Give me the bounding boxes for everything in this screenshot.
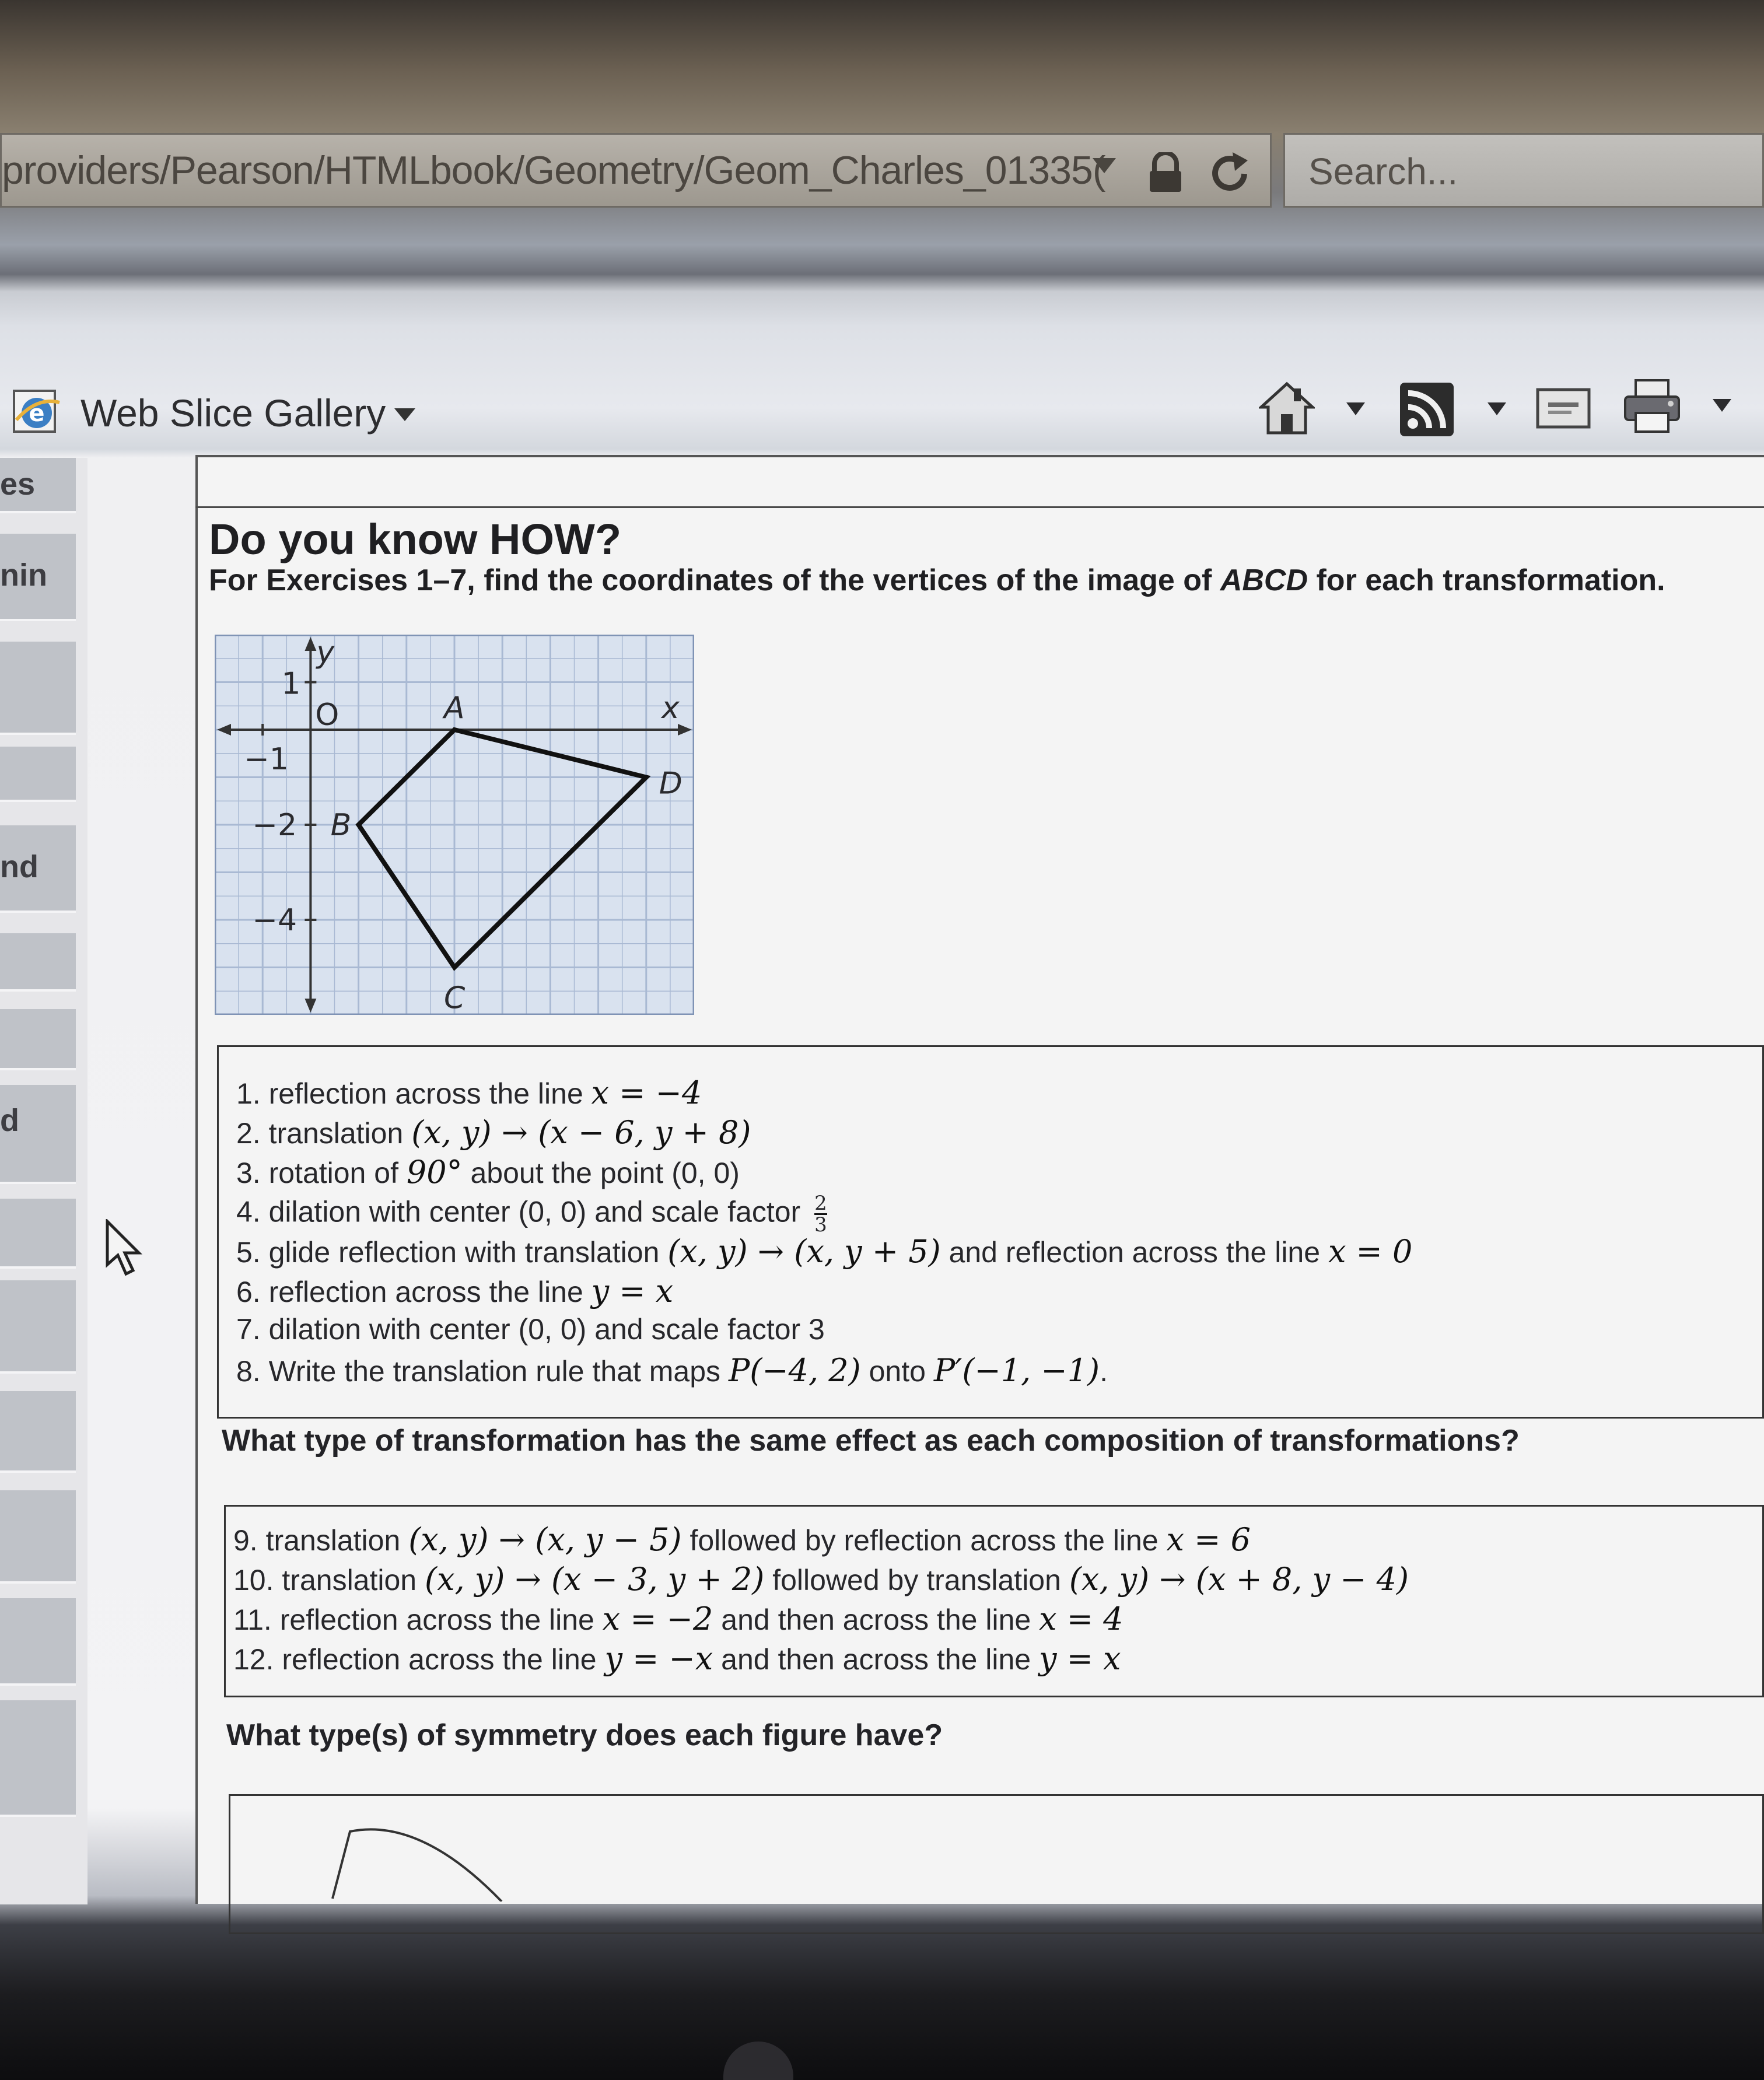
exercise-text: Write the translation rule that maps <box>268 1355 729 1388</box>
exercise-text2: about the point (0, 0) <box>462 1157 740 1189</box>
internet-explorer-icon[interactable] <box>10 385 63 437</box>
sidebar-item-14[interactable] <box>0 1700 76 1817</box>
exercise-math2: y = x <box>1038 1640 1121 1677</box>
exercise-math: (x, y) → (x, y + 5) <box>667 1233 941 1270</box>
mouse-cursor-icon <box>105 1219 146 1277</box>
exercise-text: glide reflection with translation <box>268 1236 668 1269</box>
exercise-math: y = −x <box>604 1640 713 1677</box>
exercise-num: 9. <box>233 1524 266 1557</box>
vertex-label-d: D <box>659 766 682 801</box>
exercise-item <box>236 1193 827 1235</box>
vertex-label-b: B <box>330 808 352 843</box>
composition-heading: What type of transformation has the same effect as each composition of transformations? <box>222 1424 1520 1458</box>
vertex-label-c: C <box>444 981 466 1015</box>
refresh-icon[interactable] <box>1203 148 1256 200</box>
sidebar-item-1[interactable]: es <box>0 458 76 513</box>
exercise-text2: onto <box>860 1355 934 1388</box>
y-axis-label: y <box>316 635 335 670</box>
content-divider <box>195 506 1764 508</box>
fraction-denominator: 3 <box>814 1213 827 1237</box>
address-url[interactable]: providers/Pearson/HTMLbook/Geometry/Geom_Charles_01335( <box>2 148 1105 192</box>
exercise-math: y = x <box>591 1273 674 1309</box>
exercise-math: 90° <box>406 1154 463 1190</box>
exercise-num: 4. <box>236 1195 269 1228</box>
sidebar-item-10[interactable] <box>0 1280 76 1374</box>
web-slice-gallery-dropdown-icon[interactable] <box>394 408 415 421</box>
exercise-text2: and then across the line <box>713 1643 1039 1676</box>
exercise-num: 7. <box>236 1313 269 1346</box>
search-box[interactable] <box>1283 133 1764 208</box>
x-axis-arrow-left <box>217 724 231 736</box>
exercise-text: reflection across the line <box>268 1276 592 1308</box>
hp-logo-icon <box>723 2042 793 2080</box>
exercise-num: 6. <box>236 1276 269 1308</box>
fraction-numerator: 2 <box>814 1192 827 1215</box>
exercise-item <box>233 1640 1121 1677</box>
exercise-item <box>236 1114 751 1151</box>
exercise-math: (x, y) → (x − 6, y + 8) <box>411 1114 751 1151</box>
exercise-item <box>233 1561 1409 1598</box>
address-dropdown-icon[interactable] <box>1093 158 1116 173</box>
exercise-num: 11. <box>233 1603 280 1636</box>
sidebar <box>0 458 88 1904</box>
exercise-math2: x = 4 <box>1039 1601 1124 1637</box>
exercise-math2: (x, y) → (x + 8, y − 4) <box>1069 1561 1409 1598</box>
fraction <box>814 1193 827 1235</box>
exercise-text2: and then across the line <box>713 1603 1040 1636</box>
sidebar-item-8[interactable]: d <box>0 1085 76 1184</box>
lock-icon[interactable] <box>1146 152 1185 193</box>
exercise-item <box>233 1521 1251 1558</box>
sidebar-item-6[interactable] <box>0 933 76 992</box>
home-dropdown-icon[interactable] <box>1346 402 1365 415</box>
exercise-text: reflection across the line <box>279 1603 603 1636</box>
sidebar-item-7[interactable] <box>0 1009 76 1070</box>
y-axis-arrow-down <box>304 999 316 1013</box>
exercise-text: rotation of <box>268 1157 407 1189</box>
read-mail-icon[interactable] <box>1535 385 1591 432</box>
tick-label: −2 <box>252 808 298 843</box>
sidebar-item-9[interactable] <box>0 1199 76 1269</box>
coordinate-graph <box>215 635 694 1015</box>
sidebar-item-2[interactable]: nin <box>0 534 76 621</box>
sidebar-item-4[interactable] <box>0 747 76 802</box>
sidebar-item-5[interactable]: nd <box>0 825 76 913</box>
exercise-item <box>236 1154 740 1190</box>
tick-label: −1 <box>244 742 289 777</box>
origin-label: O <box>315 698 340 733</box>
search-input[interactable]: Search... <box>1308 150 1458 192</box>
exercise-text: reflection across the line <box>282 1643 605 1676</box>
exercise-item <box>236 1233 1412 1270</box>
sidebar-item-11[interactable] <box>0 1391 76 1473</box>
rss-feed-icon[interactable] <box>1399 381 1455 437</box>
svg-text:e: e <box>29 400 45 427</box>
section-instructions: For Exercises 1–7, find the coordinates of the vertices of the image of ABCD for each transformation. <box>209 563 1665 597</box>
exercise-text2: followed by reflection across the line <box>681 1524 1167 1557</box>
y-axis-arrow-up <box>304 637 316 651</box>
exercise-num: 12. <box>233 1643 282 1676</box>
exercise-item <box>236 1273 673 1309</box>
rss-feed-dropdown-icon[interactable] <box>1488 402 1506 415</box>
exercise-text3: . <box>1100 1355 1108 1388</box>
exercise-item <box>233 1601 1123 1637</box>
exercise-math: (x, y) → (x − 3, y + 2) <box>425 1561 765 1598</box>
exercise-item <box>236 1312 825 1346</box>
exercise-math2: x = 6 <box>1166 1521 1251 1558</box>
print-dropdown-icon[interactable] <box>1713 399 1731 412</box>
print-icon[interactable] <box>1623 377 1681 435</box>
sidebar-item-13[interactable] <box>0 1598 76 1686</box>
address-bar[interactable] <box>0 133 1272 208</box>
tick-label: −4 <box>252 903 298 938</box>
tick-label: 1 <box>281 666 301 702</box>
section-heading: Do you know HOW? <box>209 515 622 563</box>
exercise-num: 10. <box>233 1564 282 1596</box>
web-slice-gallery-link[interactable]: Web Slice Gallery <box>80 391 386 435</box>
exercise-num: 2. <box>236 1117 269 1150</box>
exercise-text: reflection across the line <box>268 1077 592 1110</box>
home-icon[interactable] <box>1259 380 1315 436</box>
exercise-math2: P′(−1, −1) <box>933 1352 1100 1389</box>
exercise-text: dilation with center (0, 0) and scale factor <box>268 1195 809 1228</box>
exercise-text: translation <box>265 1524 409 1557</box>
exercise-math: x = −4 <box>591 1074 702 1111</box>
exercise-math: P(−4, 2) <box>728 1352 861 1389</box>
exercise-text: translation <box>268 1117 412 1150</box>
sidebar-item-3[interactable] <box>0 642 76 735</box>
exercise-num: 5. <box>236 1236 269 1269</box>
x-axis-label: x <box>662 691 680 726</box>
exercise-item <box>236 1352 1108 1389</box>
x-axis-arrow-right <box>678 724 692 736</box>
exercise-num: 3. <box>236 1157 269 1189</box>
sidebar-item-12[interactable] <box>0 1490 76 1584</box>
exercise-math: x = −2 <box>602 1601 713 1637</box>
exercise-math2: x = 0 <box>1328 1233 1413 1270</box>
exercise-item <box>236 1074 702 1111</box>
exercise-text: dilation with center (0, 0) and scale factor 3 <box>268 1313 825 1346</box>
exercise-text: translation <box>282 1564 425 1596</box>
exercise-math: (x, y) → (x, y − 5) <box>408 1521 682 1558</box>
exercise-text2: and reflection across the line <box>940 1236 1328 1269</box>
exercise-num: 8. <box>236 1355 269 1388</box>
vertex-label-a: A <box>444 691 465 726</box>
exercise-text2: followed by translation <box>764 1564 1069 1596</box>
exercise-num: 1. <box>236 1077 269 1110</box>
symmetry-figure <box>327 1785 525 1902</box>
symmetry-heading: What type(s) of symmetry does each figure have? <box>226 1718 943 1752</box>
